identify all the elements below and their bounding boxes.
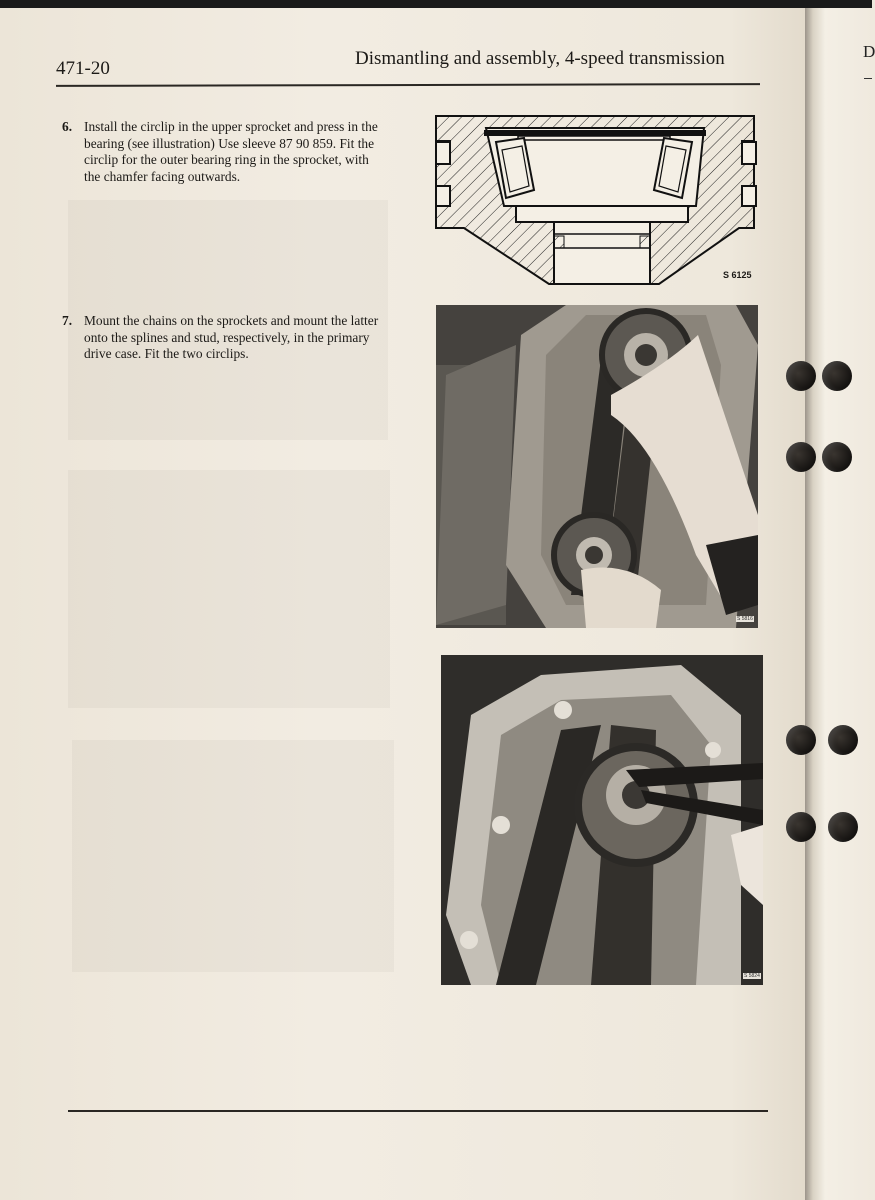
punch-hole [786, 361, 816, 391]
page-title: Dismantling and assembly, 4-speed transmission [355, 48, 725, 69]
bearing-cross-section-drawing [434, 106, 760, 286]
footer-rule [68, 1110, 768, 1112]
photo-code: S 5824 [744, 973, 760, 979]
step-text: Install the circlip in the upper sprocket and press in the bearing (see illustration) Use sleeve 87 90 859. Fit the circlip for the outer bearing ring in the sprocket, with the chamfer facing outwards. [84, 119, 378, 184]
bleed-through-shadow [72, 740, 394, 972]
chain-mounting-photo-svg [436, 305, 758, 628]
step-number: 7. [62, 313, 73, 328]
punch-hole [786, 725, 816, 755]
step-text: Mount the chains on the sprockets and mount the latter onto the splines and stud, respectively, in the primary drive case. Fit the two circlips. [84, 313, 379, 362]
photo-fitting-circlips [441, 655, 763, 985]
punch-hole [828, 725, 858, 755]
cross-section-svg [434, 106, 760, 286]
step-7 [62, 313, 387, 363]
step-6 [62, 119, 387, 185]
punch-hole [786, 442, 816, 472]
circlip-pliers-photo-svg [441, 655, 763, 985]
punch-hole [786, 812, 816, 842]
scan-top-border [0, 0, 872, 8]
step-number: 6. [62, 119, 73, 134]
next-page-letter: D [863, 42, 875, 61]
page-number: 471-20 [56, 58, 110, 79]
punch-hole [822, 361, 852, 391]
punch-hole [822, 442, 852, 472]
next-page-rule [864, 78, 872, 79]
photo-mounting-chains [436, 305, 758, 628]
figure-code: S 6125 [723, 270, 752, 280]
punch-hole [828, 812, 858, 842]
photo-code: S 5816 [737, 616, 753, 622]
binding-edge [805, 8, 872, 1200]
bleed-through-shadow [68, 470, 390, 708]
